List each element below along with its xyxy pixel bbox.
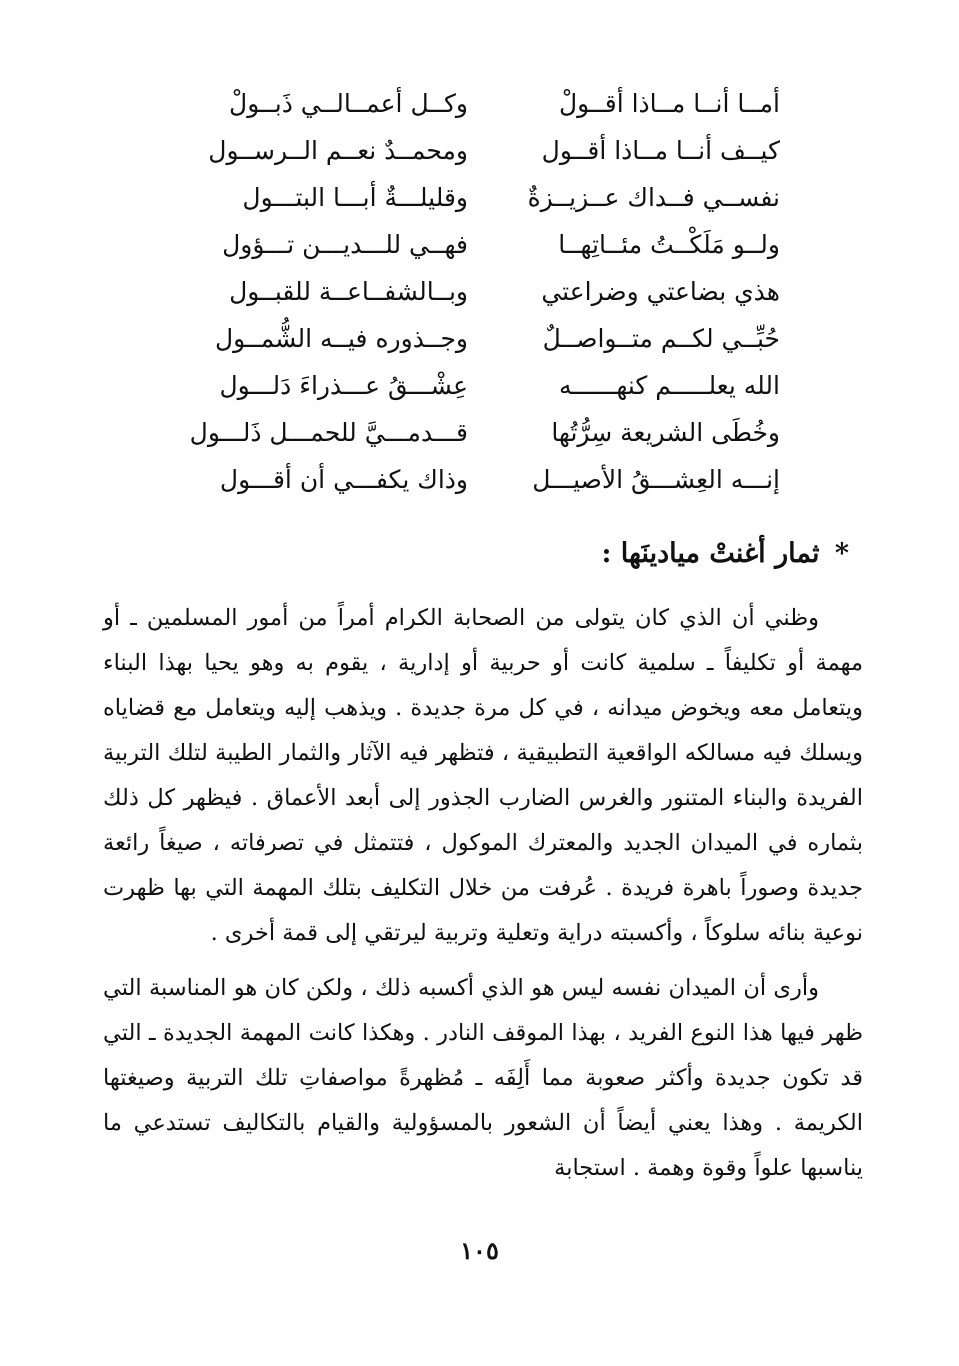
verse <box>200 174 780 221</box>
section-heading-text: ثمار أغنتْ ميادينَها : <box>601 538 820 569</box>
verse <box>200 362 780 409</box>
verse-second-hemistich: وكــل أعمــالــي ذَبــولْ <box>229 89 468 118</box>
verse-second-hemistich: وبــالشفــاعــة للقبــول <box>229 277 468 306</box>
verse-first-hemistich: ولــو مَلَكْــتُ مئــاتِهــا <box>558 230 780 259</box>
paragraph: وظني أن الذي كان يتولى من الصحابة الكرام أمراً من أمور المسلمين ـ أو مهمة أو تكليفاً ـ سلمية كانت أو حربية أو إدارية ، يقوم به وهو يحيا بهذا البناء ويتعامل معه ويخوض ميدانه ، في كل مرة جديدة . ويذهب إليه ويتعامل مع قضاياه ويسلك فيه مسالكه الواقعية التطبيقية ، فتظهر فيه الآثار والثمار الطيبة لتلك التربية الفريدة والبناء المتنور والغرس الضارب الجذور إلى أبعد الأعماق . فيظهر كل ذلك بثماره في الميدان الجديد والمعترك الموكول ، فتتمثل في تصرفاته ، صيغاً رائعة جديدة وصوراً باهرة فريدة . عُرفت من خلال التكليف بتلك المهمة التي بها ظهرت نوعية بنائه سلوكاً ، وأكسبته دراية وتعلية وتربية ليرتقي إلى قمة أخرى . <box>103 605 863 946</box>
verse-first-hemistich: الله يعلـــــم كنهــــــه <box>558 371 780 400</box>
verse-second-hemistich: ومحمــدٌ نعــم الــرســول <box>208 136 468 165</box>
verse <box>200 456 780 503</box>
verse <box>200 268 780 315</box>
verse-first-hemistich: أمــا أنــا مــاذا أقــولْ <box>559 89 780 118</box>
verse-first-hemistich: نفســي فــداك عــزيــزةٌ <box>527 183 780 212</box>
verse <box>200 127 780 174</box>
page-number: ١٠٥ <box>460 1236 499 1265</box>
body-text <box>103 596 863 1191</box>
verse <box>189 409 780 456</box>
verse-first-hemistich: إنـــه العِشـــقُ الأصيـــل <box>532 465 780 494</box>
verse <box>200 80 780 127</box>
verse-second-hemistich: وذاك يكفـــي أن أقـــول <box>219 465 468 494</box>
verse <box>200 221 780 268</box>
verse-second-hemistich: وقليلـــةٌ أبـــا البتـــول <box>242 183 468 212</box>
verse-second-hemistich: فهــي للـــديـــن تـــؤول <box>222 230 468 259</box>
paragraph: وأرى أن الميدان نفسه ليس هو الذي أكسبه ذلك ، ولكن كان هو المناسبة التي ظهر فيها هذا النوع الفريد ، بهذا الموقف النادر . وهكذا كانت المهمة الجديدة ـ التي قد تكون جديدة وأكثر صعوبة مما أَلِفَه ـ مُظهرةً مواصفاتِ تلك التربية وصيغتها الكريمة . وهذا يعني أيضاً أن الشعور بالمسؤولية والقيام بالتكاليف تستدعي ما يناسبها علواً وقوة وهمة . استجابة <box>103 975 863 1181</box>
verse-first-hemistich: كيــف أنــا مــاذا أقــول <box>541 136 780 165</box>
verse-first-hemistich: حُبِّــي لكــم متــواصــلٌ <box>542 324 780 353</box>
verse-first-hemistich: هذي بضاعتي وضراعتي <box>541 277 780 306</box>
verse-first-hemistich: وخُطَى الشريعة سِرُّتُها <box>551 418 780 447</box>
verse-second-hemistich: قـــدمـــيَّ للحمـــل ذَلـــول <box>189 418 468 447</box>
verse-second-hemistich: عِشْـــقُ عـــذراءَ دَلـــول <box>219 371 468 400</box>
heading-star-icon: * <box>834 538 849 569</box>
section-heading <box>601 538 849 569</box>
poem <box>189 80 780 503</box>
verse <box>200 315 780 362</box>
verse-second-hemistich: وجــذوره فيــه الشُّمــول <box>214 324 468 353</box>
